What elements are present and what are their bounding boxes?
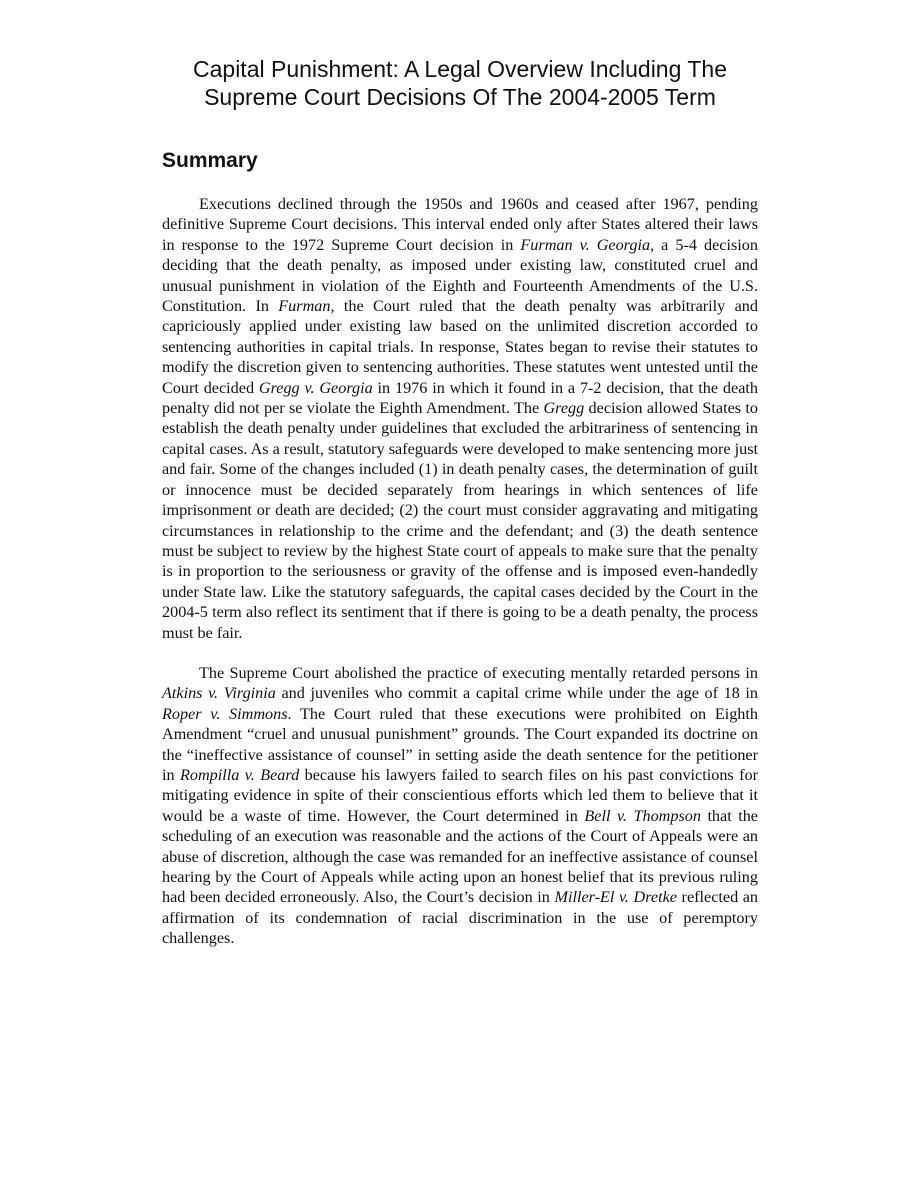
paragraph-text: reflected an affirmation of its condemnation of racial discrimination in the use of peremptory challenges. xyxy=(162,888,758,948)
case-name-rompilla-v-beard: Rompilla v. Beard xyxy=(180,765,300,784)
case-name-gregg-v-georgia: Gregg v. Georgia xyxy=(258,378,373,397)
paragraph-text: Executions declined through the 1950s and 1960s and ceased after 1967, pending definitive Supreme Court decisions. This interval ended only after States altered their laws in response to the 1972 Supreme Court decision in xyxy=(162,195,758,254)
paragraph-text: The Supreme Court abolished the practice of executing mentally retarded persons in xyxy=(199,663,758,682)
summary-paragraph xyxy=(162,194,758,643)
case-name-miller-el-v-dretke: Miller-El v. Dretke xyxy=(554,888,677,907)
case-name-furman-v-georgia: Furman v. Georgia xyxy=(520,235,651,254)
case-name-atkins-v-virginia: Atkins v. Virginia xyxy=(162,684,276,703)
paragraph-text: . The Court ruled that these executions were prohibited on Eighth Amendment “cruel and unusual punishment” grounds. The Court expanded its doctrine on the “ineffective assistance of counsel” in setting aside the death sentence for the petitioner in xyxy=(162,704,758,784)
paragraph-text: , a 5-4 decision deciding that the death penalty, as imposed under existing law, constituted cruel and unusual punishment in violation of the Eighth and Fourteenth Amendments of the U.S. Constitution. In xyxy=(162,235,758,316)
summary-paragraph xyxy=(162,663,758,949)
paragraph-text: because his lawyers failed to search files on his past convictions for mitigating evidence in spite of their conscientious efforts which led them to believe that it would be a waste of time. However, the Court determined in xyxy=(162,765,759,825)
case-name-bell-v-thompson: Bell v. Thompson xyxy=(584,806,701,825)
paragraph-text: in 1976 in which it found in a 7-2 decision, that the death penalty did not per se violate the Eighth Amendment. The xyxy=(162,378,758,418)
paragraph-text: decision allowed States to establish the death penalty under guidelines that excluded the arbitrariness of sentencing in capital cases. As a result, statutory safeguards were developed to make sentencing more just and fair. Some of the changes included (1) in death penalty cases, the determination of guilt or innocence must be decided separately from hearings in which sentences of life imprisonment or death are decided; (2) the court must consider aggravating and mitigating circumstances in relationship to the crime and the defendant; and (3) the death sentence must be subject to review by the highest State court of appeals to make sure that the penalty is in proportion to the seriousness or gravity of the offense and is imposed even-handedly under State law. Like the statutory safeguards, the capital cases decided by the Court in the 2004-5 term also reflect its sentiment that if there is going to be a death penalty, the process must be fair. xyxy=(162,399,758,642)
title-line-1: Capital Punishment: A Legal Overview Including The xyxy=(193,56,727,82)
title-line-2: Supreme Court Decisions Of The 2004-2005 Term xyxy=(204,84,716,110)
case-name-gregg: Gregg xyxy=(543,399,585,418)
paragraph-text: the Court ruled that the death penalty was arbitrarily and capriciously applied under existing law based on the unlimited discretion accorded to sentencing authorities in capital trials. In response, States began to revise their statutes to modify the discretion given to sentencing authorities. These statutes went untested until the Court decided xyxy=(162,297,758,397)
case-name-roper-v-simmons: Roper v. Simmons xyxy=(162,704,288,723)
paragraph-text: that the scheduling of an execution was reasonable and the actions of the Court of Appeals were an abuse of discretion, although the case was remanded for an ineffective assistance of counsel hearing by the Court of Appeals while acting upon an honest belief that its previous ruling had been decided erroneously. Also, the Court’s decision in xyxy=(162,806,758,907)
summary-body xyxy=(162,194,758,949)
document-title xyxy=(140,55,780,111)
paragraph-text: and juveniles who commit a capital crime while under the age of 18 in xyxy=(275,684,758,703)
section-heading-summary: Summary xyxy=(162,149,258,172)
case-name-furman: Furman, xyxy=(278,297,335,316)
